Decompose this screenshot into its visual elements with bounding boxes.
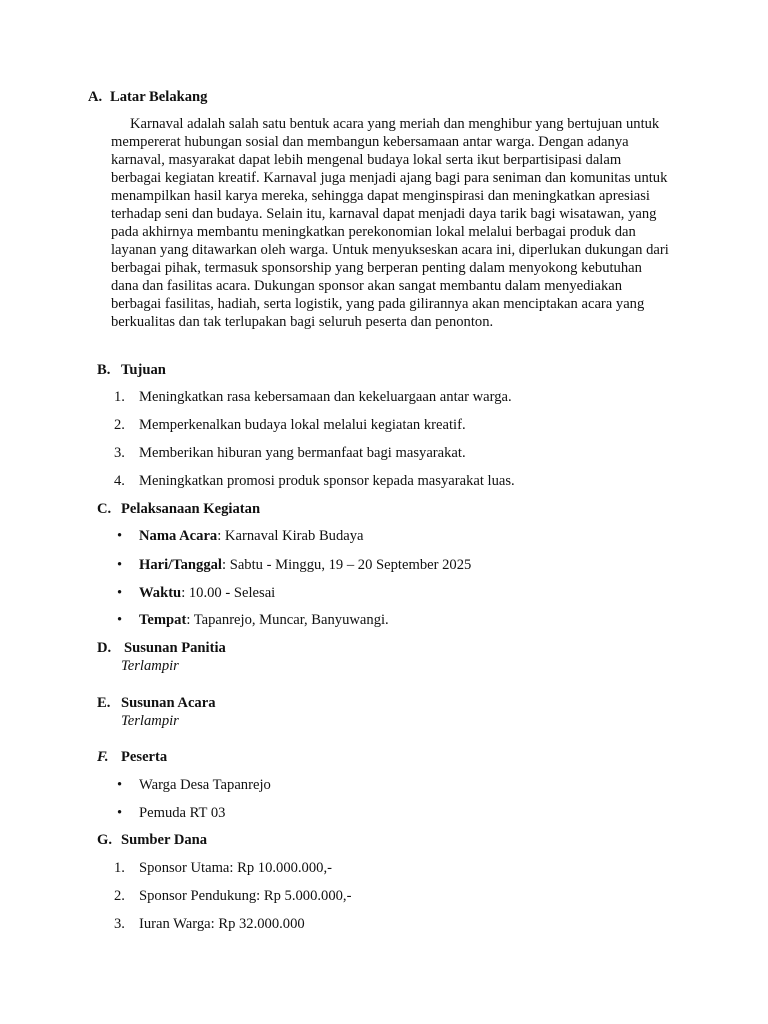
bullet-icon: • (117, 805, 123, 821)
section-heading-d (97, 639, 226, 657)
section-heading-g (97, 831, 207, 849)
bullet-icon: • (117, 585, 123, 601)
participant-text: Pemuda RT 03 (139, 805, 226, 821)
participant-item (114, 804, 225, 822)
section-note: Terlampir (121, 713, 179, 729)
execution-value: : Sabtu - Minggu, 19 – 20 September 2025 (222, 557, 472, 573)
section-letter: F. (97, 749, 109, 765)
section-letter: C. (97, 501, 112, 517)
section-title: Pelaksanaan Kegiatan (121, 501, 261, 517)
funding-text: Iuran Warga: Rp 32.000.000 (139, 916, 305, 932)
bullet-icon: • (117, 777, 123, 793)
section-title: Tujuan (121, 362, 166, 378)
execution-item (114, 556, 471, 574)
section-letter: D. (97, 640, 112, 656)
funding-item (114, 915, 305, 933)
execution-value: : Karnaval Kirab Budaya (217, 528, 364, 544)
bullet-icon: • (117, 557, 123, 573)
section-letter: G. (97, 832, 112, 848)
participant-text: Warga Desa Tapanrejo (139, 777, 271, 793)
funding-text: Sponsor Utama: Rp 10.000.000,- (139, 860, 332, 876)
section-title: Sumber Dana (121, 832, 208, 848)
execution-label: Hari/Tanggal (139, 557, 222, 573)
execution-label: Waktu (139, 585, 182, 601)
list-number: 1. (114, 860, 125, 876)
section-title: Latar Belakang (110, 89, 208, 105)
list-number: 2. (114, 417, 125, 433)
execution-item (114, 527, 364, 545)
section-letter: A. (88, 89, 103, 105)
goal-item (114, 444, 466, 462)
section-letter: B. (97, 362, 111, 378)
list-number: 4. (114, 473, 125, 489)
section-heading-c (97, 500, 260, 518)
section-letter: E. (97, 695, 111, 711)
section-heading-f (97, 748, 167, 766)
section-title: Peserta (121, 749, 168, 765)
goal-item (114, 388, 512, 406)
background-paragraph: Karnaval adalah salah satu bentuk acara yang meriah dan menghibur yang bertujuan untuk mempererat hubungan sosial dan membangun kebersamaan antar warga. Dengan adanya karnaval, masyarakat dapat lebih mengenal budaya lokal serta ikut berpartisipasi dalam berbagai kegiatan kreatif. Karnaval juga menjadi ajang bagi para seniman dan komunitas untuk menampilkan hasil karya mereka, sehingga dapat menginspirasi dan meningkatkan apresiasi terhadap seni dan budaya. Selain itu, karnaval dapat menjadi daya tarik bagi wisatawan, yang pada akhirnya membantu meningkatkan perekonomian lokal melalui berbagai produk dan layanan yang ditawarkan oleh warga. Untuk menyukseskan acara ini, diperlukan dukungan dari berbagai pihak, termasuk sponsorship yang berperan penting dalam menyokong kebutuhan dana dan fasilitas acara. Dukungan sponsor akan sangat membantu dalam menyediakan berbagai fasilitas, hadiah, serta logistik, yang pada gilirannya akan menciptakan acara yang berkualitas dan tak terlupakan bagi seluruh peserta dan penonton. (111, 116, 669, 330)
section-heading-e (97, 694, 216, 712)
execution-label: Nama Acara (139, 528, 218, 544)
goal-item (114, 416, 466, 434)
section-title: Susunan Panitia (124, 640, 226, 656)
funding-text: Sponsor Pendukung: Rp 5.000.000,- (139, 888, 352, 904)
list-number: 2. (114, 888, 125, 904)
participant-item (114, 776, 271, 794)
goal-text: Meningkatkan rasa kebersamaan dan kekeluargaan antar warga. (139, 389, 512, 405)
section-title: Susunan Acara (121, 695, 216, 711)
funding-item (114, 859, 332, 877)
section-note: Terlampir (121, 658, 179, 674)
section-heading-a (88, 88, 207, 106)
execution-value: : 10.00 - Selesai (181, 585, 276, 601)
execution-item (114, 584, 275, 602)
list-number: 1. (114, 389, 125, 405)
bullet-icon: • (117, 528, 123, 544)
execution-item (114, 611, 389, 629)
execution-label: Tempat (139, 612, 187, 628)
goal-text: Memperkenalkan budaya lokal melalui kegiatan kreatif. (139, 417, 466, 433)
list-number: 3. (114, 916, 125, 932)
goal-item (114, 472, 515, 490)
funding-item (114, 887, 351, 905)
section-heading-b (97, 361, 166, 379)
execution-value: : Tapanrejo, Muncar, Banyuwangi. (186, 612, 389, 628)
bullet-icon: • (117, 612, 123, 628)
list-number: 3. (114, 445, 125, 461)
goal-text: Memberikan hiburan yang bermanfaat bagi masyarakat. (139, 445, 466, 461)
goal-text: Meningkatkan promosi produk sponsor kepada masyarakat luas. (139, 473, 515, 489)
